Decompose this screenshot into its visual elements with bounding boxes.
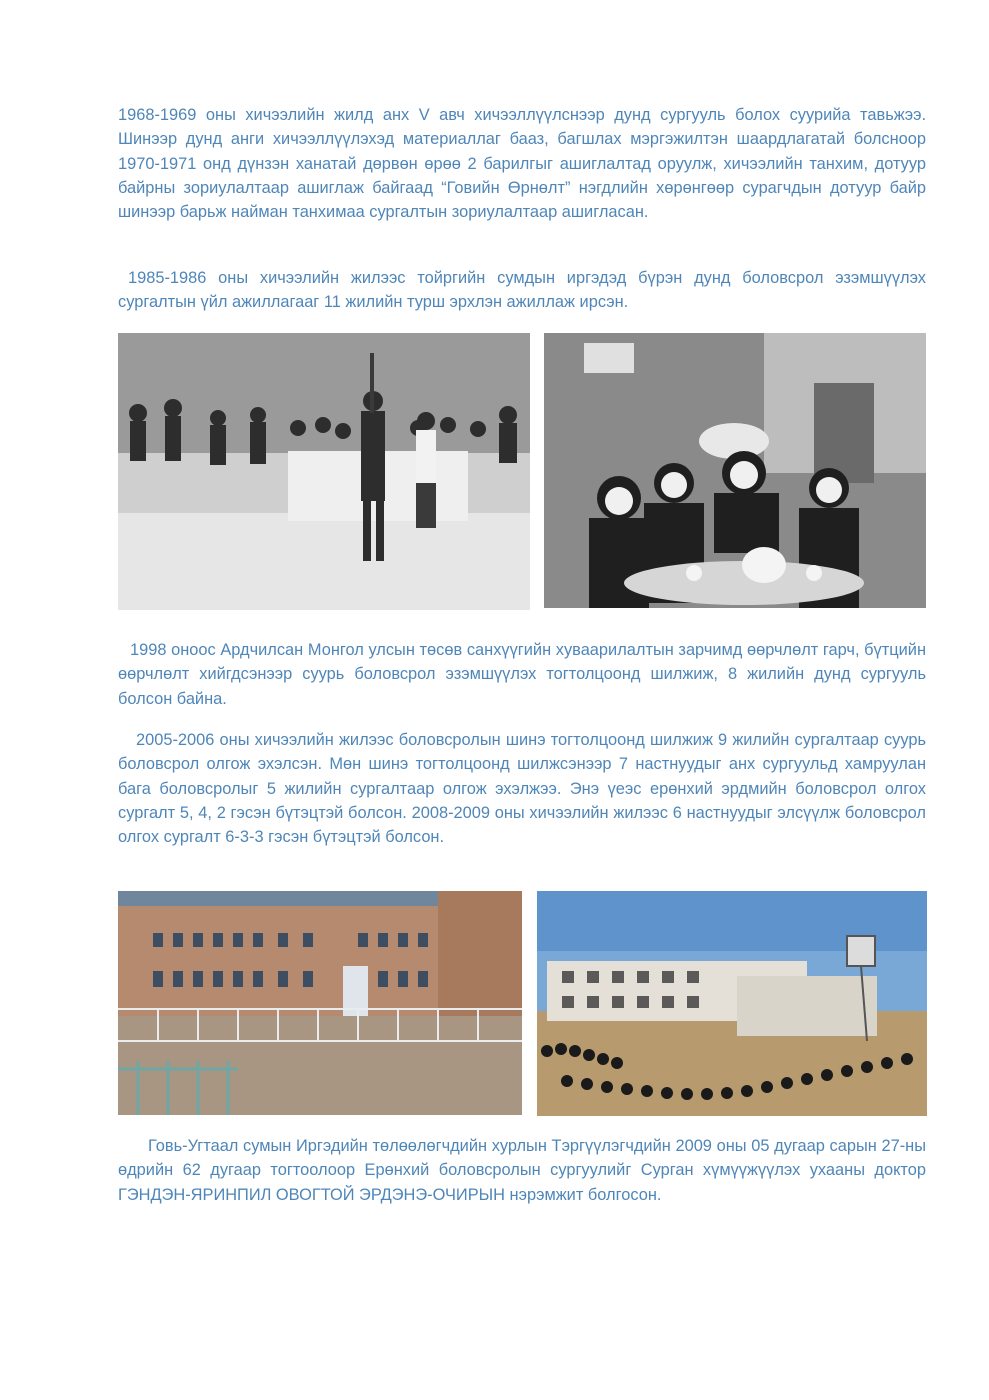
photo-white-building bbox=[537, 891, 927, 1116]
paragraph-4: 2005-2006 оны хичээлийн жилээс боловсролын шинэ тогтолцоонд шилжиж 9 жилийн сургалтаар суурь боловсрол олгож эхэлсэн. Мөн шинэ тогтолцоонд шилжсэнээр 7 настнуудыг анх сургуульд хамруулан бага боловсролыг 5 жилийн сургалтаар олгож эхэлжээ. Энэ үеэс ерөнхий эрдмийн боловсрол олгох сургалт 5, 4, 2 гэсэн бүтэцтэй болсон. 2008-2009 оны хичээлийн жилээс 6 настнуудыг элсүүлж боловсрол олгох сургалт 6-3-3 гэсэн бүтэцтэй болсон. bbox=[118, 731, 926, 847]
paragraph-5: Говь-Угтаал сумын Иргэдийн төлөөлөгчдийн хурлын Тэргүүлэгчдийн 2009 оны 05 дугаар сарын 27-ны өдрийн 62 дугаар тогтоолоор Ерөнхий боловсролын сургуулийг Сурган хүмүүжүүлэх ухааны доктор ГЭНДЭН-ЯРИНПИЛ ОВОГТОЙ ЭРДЭНЭ-ОЧИРЫН нэрэмжит болгосон. bbox=[118, 1137, 926, 1204]
photo-children-table bbox=[544, 333, 926, 608]
paragraph-1: 1968-1969 оны хичээлийн жилд анх V авч хичээллүүлснээр дунд сургууль болох суурийа тавьжээ. Шинээр дунд анги хичээллүүлэхэд материаллаг бааз, багшлах мэргэжилтэн шаардлагатай болсноор 1970-1971 онд дүнзэн ханатай дөрвөн өрөө 2 барилгыг ашиглалтад оруулж, хичээлийн танхим, дотуур байрны зориулалтаар ашиглаж байгаад “Говийн Өрнөлт” нэгдлийн хөрөнгөөр сурагчдын дотуур байр шинээр барьж найман танхимаа сургалтын зориулалтаар ашигласан. bbox=[118, 106, 926, 222]
paragraph-2: 1985-1986 оны хичээлийн жилээс тойргийн сумдын иргэдэд бүрэн дунд боловсрол эзэмшүүлэх сургалтын үйл ажиллагааг 11 жилийн турш эрхлэн ажиллаж ирсэн. bbox=[118, 269, 926, 312]
paragraph-3: 1998 оноос Ардчилсан Монгол улсын төсөв санхүүгийн хуваарилалтын зарчимд өөрчлөлт гарч, бүтцийн өөрчлөлт хийгдсэнээр суурь боловсрол эзэмшүүлэх тогтолцоонд шилжиж, 8 жилийн дунд сургууль болсон байна. bbox=[118, 641, 926, 708]
photo-school-building bbox=[118, 891, 522, 1115]
photo-ceremony bbox=[118, 333, 530, 610]
